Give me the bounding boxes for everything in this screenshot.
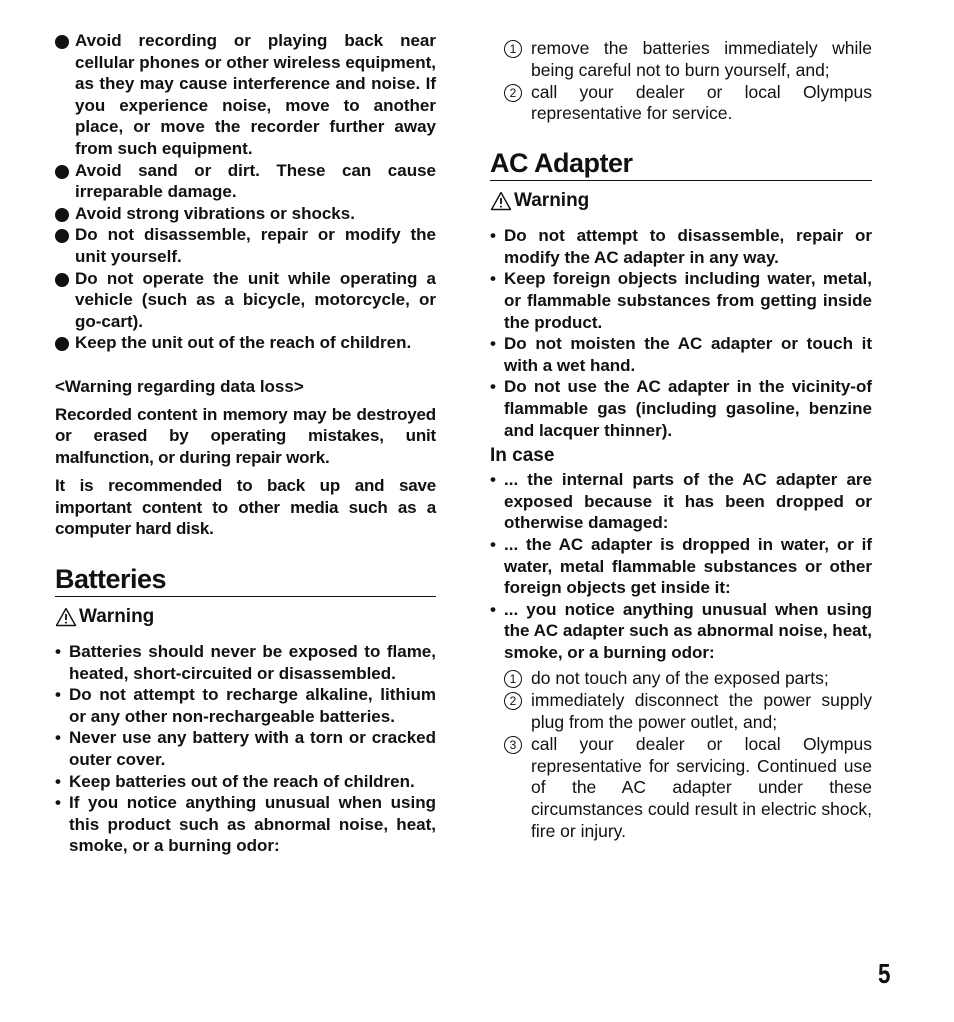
list-item <box>55 30 436 160</box>
list-item <box>490 333 872 376</box>
list-item <box>490 534 872 599</box>
in-case-list <box>490 469 872 663</box>
bullet-icon: • <box>490 334 496 354</box>
warning-label: Warning <box>79 606 155 628</box>
bullet-icon: • <box>490 470 496 490</box>
list-item <box>490 376 872 441</box>
ac-adapter-warning-list <box>490 225 872 441</box>
bullet-text: Do not moisten the AC adapter or touch it with a wet hand. <box>504 334 872 375</box>
step-number: 1 <box>504 670 522 688</box>
right-column <box>490 38 872 843</box>
step-text: immediately disconnect the power supply plug from the power outlet, and; <box>531 690 872 733</box>
list-item <box>55 641 436 684</box>
bullet-text: Keep the unit out of the reach of children. <box>75 333 412 353</box>
bullet-text: Avoid sand or dirt. These can cause irreparable damage. <box>75 160 436 202</box>
bullet-dot-icon <box>55 208 69 222</box>
bullet-icon: • <box>55 685 61 705</box>
bullet-text: Batteries should never be exposed to flame, heated, short-circuited or disassembled. <box>69 642 436 683</box>
bullet-text: ... you notice anything unusual when using the AC adapter such as abnormal noise, heat, smoke, or a burning odor: <box>504 599 872 662</box>
warning-label: Warning <box>514 190 590 212</box>
step-item <box>490 82 872 126</box>
list-item <box>490 469 872 534</box>
bullet-dot-icon <box>55 273 69 287</box>
list-item <box>55 203 436 225</box>
backup-paragraph: It is recommended to back up and save important content to other media such as a computer hard disk. <box>55 476 436 539</box>
list-item <box>55 332 436 354</box>
list-item <box>490 225 872 268</box>
batteries-warning-list <box>55 641 436 857</box>
warning-triangle-icon <box>55 607 77 627</box>
list-item <box>55 771 436 793</box>
step-text: remove the batteries immediately while being careful not to burn yourself, and; <box>531 38 872 80</box>
list-item <box>55 268 436 333</box>
bullet-text: Keep batteries out of the reach of children. <box>69 771 415 791</box>
bullet-text: Do not attempt to disassemble, repair or modify the AC adapter in any way. <box>504 226 872 267</box>
step-item <box>490 668 872 690</box>
bullet-dot-icon <box>55 35 69 49</box>
batteries-heading: Batteries <box>55 563 436 597</box>
bullet-text: Do not use the AC adapter in the vicinity-of flammable gas (including gasoline, benzine and lacquer thinner). <box>504 377 872 440</box>
bullet-text: Do not attempt to recharge alkaline, lithium or any other non-rechargeable batteries. <box>69 685 436 726</box>
bullet-text: Do not disassemble, repair or modify the unit yourself. <box>75 225 436 266</box>
left-column <box>55 30 436 857</box>
battery-steps-list <box>490 38 872 125</box>
step-text: call your dealer or local Olympus representative for servicing. Continued use of the AC adapter under these circumstances could result in electric shock, fire or injury. <box>531 733 872 842</box>
data-loss-title: <Warning regarding data loss> <box>55 376 304 396</box>
bullet-text: Never use any battery with a torn or cracked outer cover. <box>69 728 436 770</box>
ac-adapter-warning <box>490 190 872 212</box>
bullet-icon: • <box>55 642 61 662</box>
step-text: do not touch any of the exposed parts; <box>531 668 829 689</box>
bullet-icon: • <box>490 226 496 246</box>
warning-triangle-icon <box>490 191 512 211</box>
list-item <box>55 224 436 267</box>
step-item <box>490 734 872 843</box>
bullet-dot-icon <box>55 337 69 351</box>
list-item <box>55 684 436 727</box>
general-precautions-list <box>55 30 436 354</box>
step-item <box>490 690 872 734</box>
step-number: 3 <box>504 736 522 754</box>
bullet-icon: • <box>490 269 496 289</box>
bullet-text: Avoid strong vibrations or shocks. <box>75 203 355 223</box>
bullet-icon: • <box>490 534 496 554</box>
bullet-text: ... the internal parts of the AC adapter are exposed because it has been dropped or otherwise damaged: <box>504 470 872 533</box>
list-item <box>55 160 436 203</box>
step-number: 2 <box>504 692 522 710</box>
bullet-dot-icon <box>55 165 69 179</box>
bullet-icon: • <box>490 377 496 397</box>
bullet-text: If you notice anything unusual when using this product such as abnormal noise, heat, smoke, or a burning odor: <box>69 793 436 856</box>
bullet-icon: • <box>490 599 496 619</box>
step-number: 2 <box>504 84 522 102</box>
in-case-label: In case <box>490 445 555 467</box>
bullet-text: Do not operate the unit while operating a vehicle (such as a bicycle, motorcycle, or go-cart). <box>75 268 436 331</box>
ac-steps-list <box>490 668 872 842</box>
bullet-icon: • <box>55 793 61 813</box>
step-item <box>490 38 872 82</box>
bullet-icon: • <box>55 771 61 791</box>
list-item <box>55 792 436 857</box>
page-number: 5 <box>878 958 891 989</box>
list-item <box>490 599 872 664</box>
bullet-text: Avoid recording or playing back near cellular phones or other wireless equipment, as they may cause interference and noise. If you experience noise, move to another place, or move the recorder further away from such equipment. <box>75 31 436 158</box>
bullet-icon: • <box>55 728 61 748</box>
step-text: call your dealer or local Olympus representative for service. <box>531 81 872 124</box>
bullet-text: Keep foreign objects including water, metal, or flammable substances from getting inside the product. <box>504 269 872 332</box>
step-number: 1 <box>504 40 522 58</box>
list-item <box>490 268 872 333</box>
bullet-text: ... the AC adapter is dropped in water, or if water, metal flammable substances or other foreign objects get inside it: <box>504 534 872 598</box>
bullet-dot-icon <box>55 229 69 243</box>
data-loss-paragraph: Recorded content in memory may be destroyed or erased by operating mistakes, unit malfunction, or during repair work. <box>55 404 436 467</box>
list-item <box>55 727 436 770</box>
batteries-warning <box>55 606 436 628</box>
ac-adapter-heading: AC Adapter <box>490 147 872 181</box>
